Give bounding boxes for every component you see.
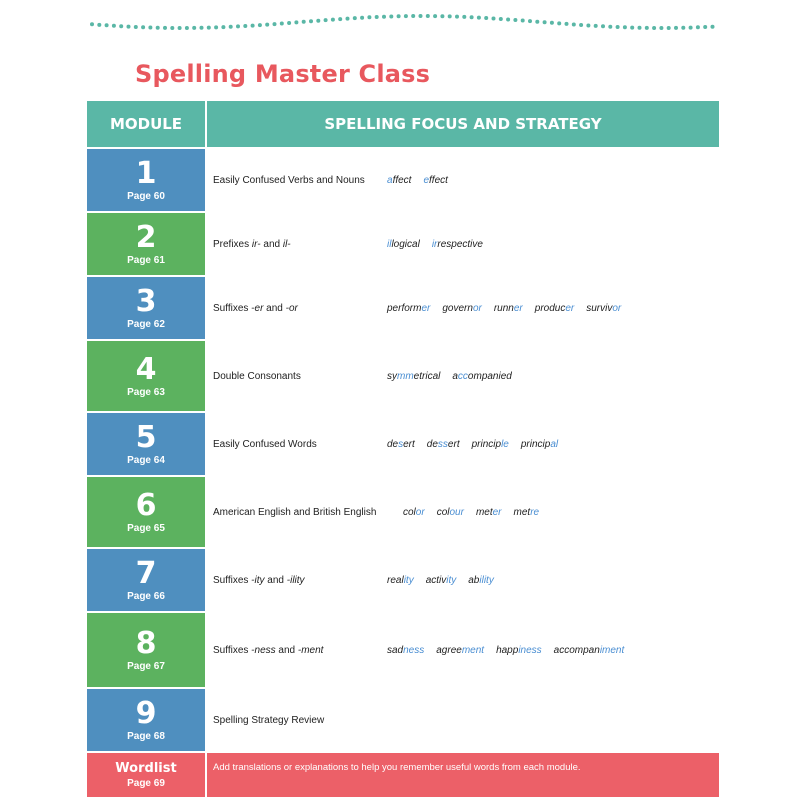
highlighted-letters: le xyxy=(501,438,509,450)
module-number: 1 xyxy=(135,155,157,191)
wave-dot xyxy=(134,25,138,29)
word-part: a xyxy=(452,370,458,382)
module-row xyxy=(87,275,719,339)
wave-dot xyxy=(411,14,415,18)
wave-dot xyxy=(90,22,94,26)
module-cell xyxy=(87,341,207,411)
focus-cell xyxy=(207,277,719,339)
wave-dot xyxy=(265,23,269,27)
word-part: ffect xyxy=(392,174,412,186)
focus-segment: Suffixes xyxy=(213,302,252,314)
highlighted-letters: iment xyxy=(599,644,625,656)
highlighted-letters: er xyxy=(565,302,575,314)
module-page: Page 61 xyxy=(127,254,165,266)
module-row xyxy=(87,475,719,547)
focus-cell xyxy=(207,413,719,475)
example-word xyxy=(427,439,460,450)
wave-dot xyxy=(484,16,488,20)
example-word xyxy=(426,575,457,586)
highlighted-letters: iness xyxy=(518,644,542,656)
table-body xyxy=(87,147,719,797)
wave-dot xyxy=(243,24,247,28)
word-part: de xyxy=(426,438,438,450)
wordlist-page: Page 69 xyxy=(127,777,165,789)
wave-dot xyxy=(557,21,561,25)
module-page: Page 64 xyxy=(127,454,165,466)
highlighted-letters: our xyxy=(449,506,464,518)
focus-cell xyxy=(207,477,719,547)
wave-dot xyxy=(163,26,167,30)
word-part: activ xyxy=(425,574,447,586)
module-page: Page 65 xyxy=(127,522,165,534)
module-number: 3 xyxy=(135,283,157,319)
focus-segment: and xyxy=(264,574,287,586)
wave-dot xyxy=(623,25,627,29)
wave-dot xyxy=(207,26,211,30)
wave-dot xyxy=(97,23,101,27)
wave-dot xyxy=(513,18,517,22)
example-words xyxy=(387,645,624,656)
example-word xyxy=(472,439,509,450)
module-cell xyxy=(87,549,207,611)
focus-segment: and xyxy=(260,238,283,250)
wave-dot xyxy=(170,26,174,30)
wave-dot xyxy=(616,25,620,29)
highlighted-letters: al xyxy=(550,438,559,450)
highlighted-letters: ity xyxy=(446,574,457,586)
wave-dot xyxy=(499,17,503,21)
module-cell xyxy=(87,613,207,687)
word-part: ert xyxy=(447,438,460,450)
wave-dot xyxy=(667,26,671,30)
focus-segment: American English and British English xyxy=(213,506,377,518)
wave-dot xyxy=(521,19,525,23)
highlighted-letters: ility xyxy=(479,574,494,586)
wave-dot xyxy=(324,18,328,22)
focus-text xyxy=(213,303,327,314)
example-word xyxy=(387,175,411,186)
wave-dot xyxy=(696,25,700,29)
highlighted-letters: mm xyxy=(397,370,414,382)
focus-text xyxy=(213,371,327,382)
module-cell xyxy=(87,689,207,751)
example-word xyxy=(437,507,464,518)
wordlist-cell xyxy=(87,753,207,797)
wave-dot xyxy=(200,26,204,30)
example-word xyxy=(432,239,483,250)
wave-dot xyxy=(119,24,123,28)
wave-dot xyxy=(433,14,437,18)
word-part: col xyxy=(403,506,416,518)
wave-dot xyxy=(659,26,663,30)
wave-dot xyxy=(572,23,576,27)
focus-text xyxy=(213,645,327,656)
focus-cell xyxy=(207,213,719,275)
page-title: Spelling Master Class xyxy=(135,60,431,88)
wave-dot xyxy=(302,20,306,24)
example-word xyxy=(554,645,625,656)
focus-text xyxy=(213,439,327,450)
focus-segment: Spelling Strategy Review xyxy=(213,714,325,726)
wave-dot xyxy=(462,15,466,19)
focus-segment: Suffixes xyxy=(213,644,252,656)
word-part: ompanied xyxy=(467,370,512,382)
module-row xyxy=(87,147,719,211)
wave-dot xyxy=(565,22,569,26)
highlighted-letters: il xyxy=(387,238,392,250)
module-row xyxy=(87,411,719,475)
wave-dot xyxy=(127,25,131,29)
wave-dot xyxy=(221,25,225,29)
focus-cell xyxy=(207,149,719,211)
wave-dot xyxy=(273,22,277,26)
module-page: Page 68 xyxy=(127,730,165,742)
wave-dot xyxy=(148,26,152,30)
wave-dot xyxy=(681,26,685,30)
word-part: sy xyxy=(387,370,397,382)
module-page: Page 62 xyxy=(127,318,165,330)
focus-segment: Easily Confused Words xyxy=(213,438,317,450)
focus-segment: Easily Confused Verbs and Nouns xyxy=(213,174,365,186)
highlighted-letters: ness xyxy=(403,644,425,656)
module-row xyxy=(87,687,719,751)
wave-dot xyxy=(477,16,481,20)
example-words xyxy=(387,239,483,250)
wordlist-text: Add translations or explanations to help you remember useful words from each module. xyxy=(213,762,581,773)
example-words xyxy=(387,371,512,382)
wave-dot xyxy=(367,15,371,19)
wave-dot xyxy=(156,26,160,30)
focus-cell xyxy=(207,341,719,411)
example-word xyxy=(535,303,574,314)
wave-dot xyxy=(112,24,116,28)
word-part: happ xyxy=(496,644,519,656)
wave-dot xyxy=(419,14,423,18)
wave-dot xyxy=(535,20,539,24)
wave-dot xyxy=(711,25,715,29)
focus-segment: -ity xyxy=(251,574,265,586)
focus-segment: ir- xyxy=(251,238,261,250)
highlighted-letters: or xyxy=(472,302,482,314)
focus-segment: il- xyxy=(282,238,291,250)
word-part: sad xyxy=(387,644,404,656)
wave-dot xyxy=(543,20,547,24)
focus-cell xyxy=(207,549,719,611)
example-word xyxy=(452,371,511,382)
word-part: princip xyxy=(471,438,502,450)
focus-segment: Prefixes xyxy=(213,238,252,250)
example-word xyxy=(387,575,414,586)
highlighted-letters: e xyxy=(423,174,430,186)
word-part: ab xyxy=(468,574,480,586)
wave-dot xyxy=(309,19,313,23)
wave-dot xyxy=(338,17,342,21)
wave-dot xyxy=(192,26,196,30)
module-number: 9 xyxy=(135,695,157,731)
word-part: etrical xyxy=(413,370,441,382)
header-module: MODULE xyxy=(87,101,207,147)
focus-segment: -er xyxy=(251,302,264,314)
module-row xyxy=(87,211,719,275)
module-row xyxy=(87,547,719,611)
header-focus: SPELLING FOCUS AND STRATEGY xyxy=(324,115,602,133)
module-cell xyxy=(87,477,207,547)
highlighted-letters: er xyxy=(513,302,523,314)
wave-dot xyxy=(185,26,189,30)
example-word xyxy=(442,303,481,314)
focus-cell xyxy=(207,689,719,751)
focus-segment: and xyxy=(275,644,298,656)
focus-text xyxy=(213,507,403,518)
highlighted-letters: a xyxy=(387,174,393,186)
wave-dot xyxy=(178,26,182,30)
wordlist-label: Wordlist xyxy=(115,760,177,776)
word-part: agree xyxy=(436,644,462,656)
example-word xyxy=(521,439,558,450)
word-part: govern xyxy=(442,302,473,314)
example-word xyxy=(436,645,484,656)
wave-dot xyxy=(280,22,284,26)
word-part: princip xyxy=(520,438,551,450)
word-part: met xyxy=(513,506,531,518)
word-part: de xyxy=(387,438,399,450)
highlighted-letters: er xyxy=(421,302,431,314)
word-part: met xyxy=(475,506,493,518)
highlighted-letters: or xyxy=(612,302,622,314)
example-word xyxy=(387,303,430,314)
wave-dot xyxy=(594,24,598,28)
highlighted-letters: or xyxy=(415,506,425,518)
wave-dot xyxy=(674,26,678,30)
wave-dot xyxy=(645,26,649,30)
word-part: logical xyxy=(391,238,420,250)
example-word xyxy=(387,645,424,656)
highlighted-letters: ss xyxy=(437,438,448,450)
wave-dot xyxy=(214,25,218,29)
wave-dot xyxy=(703,25,707,29)
example-word xyxy=(423,175,447,186)
wordlist-row xyxy=(87,751,719,797)
example-word xyxy=(387,439,415,450)
focus-segment: Double Consonants xyxy=(213,370,301,382)
example-word xyxy=(496,645,542,656)
wave-dot xyxy=(389,15,393,19)
wave-dot xyxy=(652,26,656,30)
focus-segment: and xyxy=(263,302,286,314)
highlighted-letters: s xyxy=(398,438,404,450)
wave-dot xyxy=(229,25,233,29)
highlighted-letters: re xyxy=(530,506,540,518)
focus-segment: -ility xyxy=(286,574,305,586)
wave-dot xyxy=(689,26,693,30)
wave-dot xyxy=(346,17,350,21)
wave-dot xyxy=(236,24,240,28)
module-row xyxy=(87,339,719,411)
wave-dot xyxy=(375,15,379,19)
module-cell xyxy=(87,213,207,275)
word-part: ert xyxy=(403,438,415,450)
example-word xyxy=(403,507,425,518)
word-part: ffect xyxy=(429,174,448,186)
focus-segment: -ness xyxy=(251,644,276,656)
focus-segment: Suffixes xyxy=(213,574,252,586)
wave-dot xyxy=(251,24,255,28)
example-word xyxy=(468,575,494,586)
focus-text xyxy=(213,239,327,250)
wave-dot xyxy=(382,15,386,19)
word-part: col xyxy=(436,506,450,518)
wave-dot xyxy=(287,21,291,25)
wave-dot xyxy=(638,26,642,30)
example-words xyxy=(387,175,448,186)
module-page: Page 60 xyxy=(127,190,165,202)
module-page: Page 67 xyxy=(127,660,165,672)
example-words xyxy=(387,439,558,450)
wordlist-text-cell xyxy=(207,753,719,797)
wave-dot xyxy=(404,14,408,18)
word-part: accompan xyxy=(553,644,600,656)
word-part: surviv xyxy=(586,302,613,314)
wave-dot xyxy=(506,18,510,22)
module-number: 6 xyxy=(135,487,157,523)
wave-dot xyxy=(630,26,634,30)
example-words xyxy=(403,507,539,518)
example-word xyxy=(476,507,502,518)
wave-dot xyxy=(470,15,474,19)
module-row xyxy=(87,611,719,687)
focus-segment: -ment xyxy=(297,644,324,656)
wave-dot xyxy=(601,24,605,28)
wave-dot xyxy=(258,23,262,27)
focus-text xyxy=(213,174,365,186)
highlighted-letters: er xyxy=(492,506,502,518)
wave-dot xyxy=(360,16,364,20)
example-word xyxy=(494,303,523,314)
focus-text xyxy=(213,575,327,586)
wave-dot xyxy=(550,21,554,25)
example-words xyxy=(387,303,621,314)
word-part: perform xyxy=(387,302,422,314)
module-number: 8 xyxy=(135,625,157,661)
module-table xyxy=(87,101,719,797)
wave-dot xyxy=(426,14,430,18)
wave-dot xyxy=(316,19,320,23)
focus-cell xyxy=(207,613,719,687)
wave-dot xyxy=(586,24,590,28)
highlighted-letters: cc xyxy=(457,370,468,382)
wave-dot xyxy=(448,14,452,18)
example-word xyxy=(514,507,540,518)
wave-dot xyxy=(528,19,532,23)
word-part: produc xyxy=(534,302,566,314)
highlighted-letters: ity xyxy=(403,574,414,586)
wave-dot xyxy=(397,14,401,18)
wave-dot xyxy=(105,23,109,27)
wave-dot xyxy=(608,25,612,29)
highlighted-letters: ment xyxy=(461,644,485,656)
table-header xyxy=(87,101,719,147)
module-page: Page 63 xyxy=(127,386,165,398)
module-number: 4 xyxy=(135,351,157,387)
wave-dot xyxy=(492,17,496,21)
wave-dot xyxy=(141,25,145,29)
module-number: 2 xyxy=(135,219,157,255)
module-cell xyxy=(87,149,207,211)
module-number: 7 xyxy=(135,555,157,591)
example-word xyxy=(387,371,440,382)
word-part: runn xyxy=(493,302,514,314)
wave-dot xyxy=(294,20,298,24)
module-page: Page 66 xyxy=(127,590,165,602)
focus-text xyxy=(213,715,327,726)
wave-dot xyxy=(579,23,583,27)
wave-dot xyxy=(455,15,459,19)
example-word xyxy=(586,303,621,314)
focus-segment: -or xyxy=(285,302,298,314)
word-part: real xyxy=(387,574,404,586)
wave-dot xyxy=(440,14,444,18)
highlighted-letters: ir xyxy=(431,238,438,250)
example-word xyxy=(387,239,420,250)
word-part: respective xyxy=(437,238,483,250)
wave-dot xyxy=(331,18,335,22)
example-words xyxy=(387,575,494,586)
module-number: 5 xyxy=(135,419,157,455)
wave-dot xyxy=(353,16,357,20)
dotted-wave-decoration xyxy=(0,0,800,50)
module-cell xyxy=(87,413,207,475)
module-cell xyxy=(87,277,207,339)
